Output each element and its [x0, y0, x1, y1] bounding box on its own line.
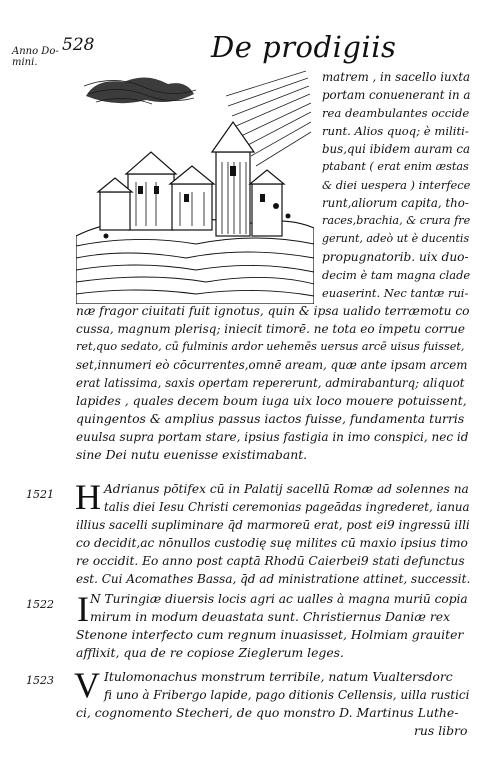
catchword: rus libro	[414, 723, 468, 738]
right-column-line: portam conuenerant in a	[322, 88, 471, 102]
initial-letter: I	[77, 589, 89, 629]
right-column-line: matrem , in sacello iuxta	[322, 70, 471, 84]
right-column-line: decim è tam magna clade	[322, 268, 471, 282]
year-label: 1521	[26, 488, 54, 501]
margin-label-line1: Anno Do-	[12, 46, 59, 57]
right-column-line: runt. Alios quoq; è militi-	[322, 124, 469, 138]
initial-letter: V	[74, 665, 100, 705]
margin-anno-domini	[12, 35, 95, 68]
body-line: sine Dei nutu euenisse existimabant.	[76, 447, 308, 462]
entry-line: mirum in modum deuastata sunt. Christiernus Daniæ rex	[90, 609, 451, 624]
body-line: cussa, magnum plerisq; iniecit timorē. ne tota eo impetu corrue	[76, 322, 465, 336]
year-label: 1522	[26, 598, 54, 611]
entry-line: Stenone interfecto cum regnum inuasisset, Holmiam grauiter	[76, 627, 464, 642]
right-column-line: bus,qui ibidem auram ca	[322, 142, 471, 156]
entry-line: est. Cui Acomathes Bassa, q̄d ad ministratione attinet, successit.	[76, 572, 471, 586]
entry-line: afflixit, qua de re copiose Zieglerum leges.	[76, 645, 344, 660]
body-line: erat latissima, saxis opertam repererunt, admirabanturq; aliquot	[76, 376, 465, 390]
page-number: 528	[62, 35, 95, 55]
body-line: lapides , quales decem boum iuga uix loco mouere potuissent,	[76, 393, 467, 408]
page-title: De prodigiis	[211, 30, 397, 64]
entry-line: talis diei Iesu Christi ceremonias pageādas ingrederet, ianua	[104, 500, 470, 514]
entry-line: illius sacelli supliminare q̄d marmoreū erat, post ei9 ingressū illi	[76, 518, 470, 532]
entry-line: re occidit. Eo anno post captā Rhodū Caierbei9 stati defunctus	[76, 554, 465, 568]
entry-line: Adrianus pōtifex cū in Palatij sacellū Romæ ad solennes na	[104, 482, 469, 496]
margin-label-line2: mini.	[12, 57, 38, 68]
right-column-line: & diei uespera ) interfece	[322, 178, 471, 192]
right-column-line: runt,aliorum capita, tho-	[322, 196, 469, 210]
right-column-line: propugnatorib. uix duo-	[322, 250, 469, 264]
right-column-line: rea deambulantes occide	[322, 106, 470, 120]
entry-line: ci, cognomento Stecheri, de quo monstro D. Martinus Luthe-	[76, 705, 459, 720]
body-line: ret,quo sedato, cū fulminis ardor uehemēs uersus arcē uisus fuisset,	[76, 340, 465, 353]
town-woodcut-illustration	[76, 66, 314, 304]
entry-line: fi uno à Fribergo lapide, pago ditionis Cellensis, uilla rustici	[104, 688, 470, 702]
body-line: euulsa supra portam stare, ipsius fastigia in imo conspici, nec id	[76, 430, 469, 444]
entry-line: co decidit,ac nōnullos custodię suę milites cū maxio ipsius timo	[76, 536, 468, 550]
entry-line: N Turingiæ diuersis locis agri ac ualles à magna muriū copia	[90, 592, 468, 606]
body-line: set,innumeri eò cōcurrentes,omnē aream, quæ ante ipsam arcem	[76, 358, 468, 372]
body-line: næ fragor ciuitati fuit ignotus, quin & ipsa ualido terræmotu co	[76, 304, 470, 318]
initial-letter: H	[75, 477, 101, 517]
year-label: 1523	[26, 674, 54, 687]
right-column-line: races,brachia, & crura fre	[322, 214, 471, 227]
right-column-line: gerunt, adeò ut è ducentis	[322, 232, 470, 245]
right-column-line: ptabant ( erat enim æstas	[322, 160, 469, 173]
entry-line: Itulomonachus monstrum terribile, natum Vualtersdorc	[104, 669, 453, 684]
right-column-line: euaserint. Nec tantæ rui-	[322, 286, 469, 300]
body-line: quingentos & amplius passus iactos fuisse, fundamenta turris	[76, 411, 465, 426]
